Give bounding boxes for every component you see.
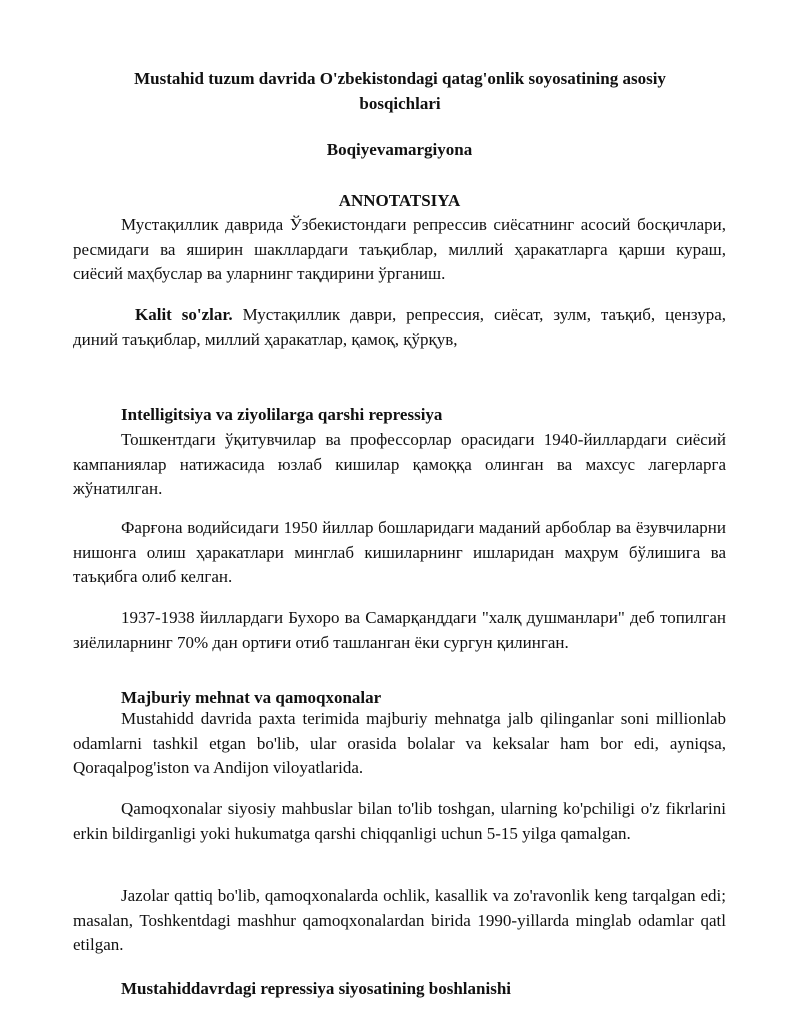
section-heading: Intelligitsiya va ziyolilarga qarshi repressiya (121, 405, 443, 424)
keywords-label: Kalit so'zlar. (135, 305, 233, 324)
annotation-heading: ANNOTATSIYA (338, 191, 461, 210)
keywords-paragraph (73, 303, 726, 352)
section-paragraph: Фарғона водийсидаги 1950 йиллар бошларидаги маданий арбоблар ва ёзувчиларни нишонга олиш ҳаракатлари минглаб кишиларнинг ишларидан маҳрум бўлишига ва таъқибга олиб келган. (73, 518, 726, 586)
section-paragraph: Тошкентдаги ўқитувчилар ва профессорлар орасидаги 1940-йиллардаги сиёсий кампаниялар натижасида юзлаб кишилар қамоққа олинган ва махсус лагерларга жўнатилган. (73, 430, 726, 498)
section-paragraph: Jazolar qattiq bo'lib, qamoqxonalarda ochlik, kasallik va zo'ravonlik keng tarqalgan edi; masalan, Toshkentdagi mashhur qamoqxonalardan birida 1990-yillarda minglab odamlar qatl etilgan. (73, 886, 726, 954)
document-title: Mustahid tuzum davrida O'zbekistondagi qatag'onlik soyosatining asosiy bosqichlari (134, 69, 666, 113)
section-paragraph: 1937-1938 йиллардаги Бухоро ва Самарқанддаги "халқ душманлари" деб топилган зиёлиларнинг 70% дан ортиғи отиб ташланган ёки сургун қилинган. (73, 608, 726, 652)
section-paragraph: Qamoqxonalar siyosiy mahbuslar bilan to'lib toshgan, ularning ko'pchiligi o'z fikrlarini erkin bildirganligi yoki hukumatga qarshi chiqqanligi uchun 5-15 yilga qamalgan. (73, 799, 726, 843)
section-paragraph: Mustahidd davrida paxta terimida majburiy mehnatga jalb qilinganlar soni millionlab odamlarni tashkil etgan bo'lib, ular orasida bolalar va keksalar ham bor edi, ayniqsa, Qoraqalpog'iston va Andijon viloyatlarida. (73, 709, 726, 777)
section-heading: Majburiy mehnat va qamoqxonalar (121, 688, 382, 707)
author-name: Boqiyevamargiyona (326, 140, 473, 159)
annotation-text: Мустақиллик даврида Ўзбекистондаги репрессив сиёсатнинг асосий босқичлари, ресмидаги ва яширин шакллардаги таъқиблар, миллий ҳаракатларга қарши кураш, сиёсий маҳбуслар ва уларнинг тақдирини ўрганиш. (73, 215, 726, 283)
keywords-text: Мустақиллик даври, репрессия, сиёсат, зулм, таъқиб, цензура, диний таъқиблар, миллий ҳаракатлар, қамоқ, қўрқув, (73, 305, 726, 349)
section-heading: Mustahiddavrdagi repressiya siyosatining boshlanishi (121, 979, 512, 998)
